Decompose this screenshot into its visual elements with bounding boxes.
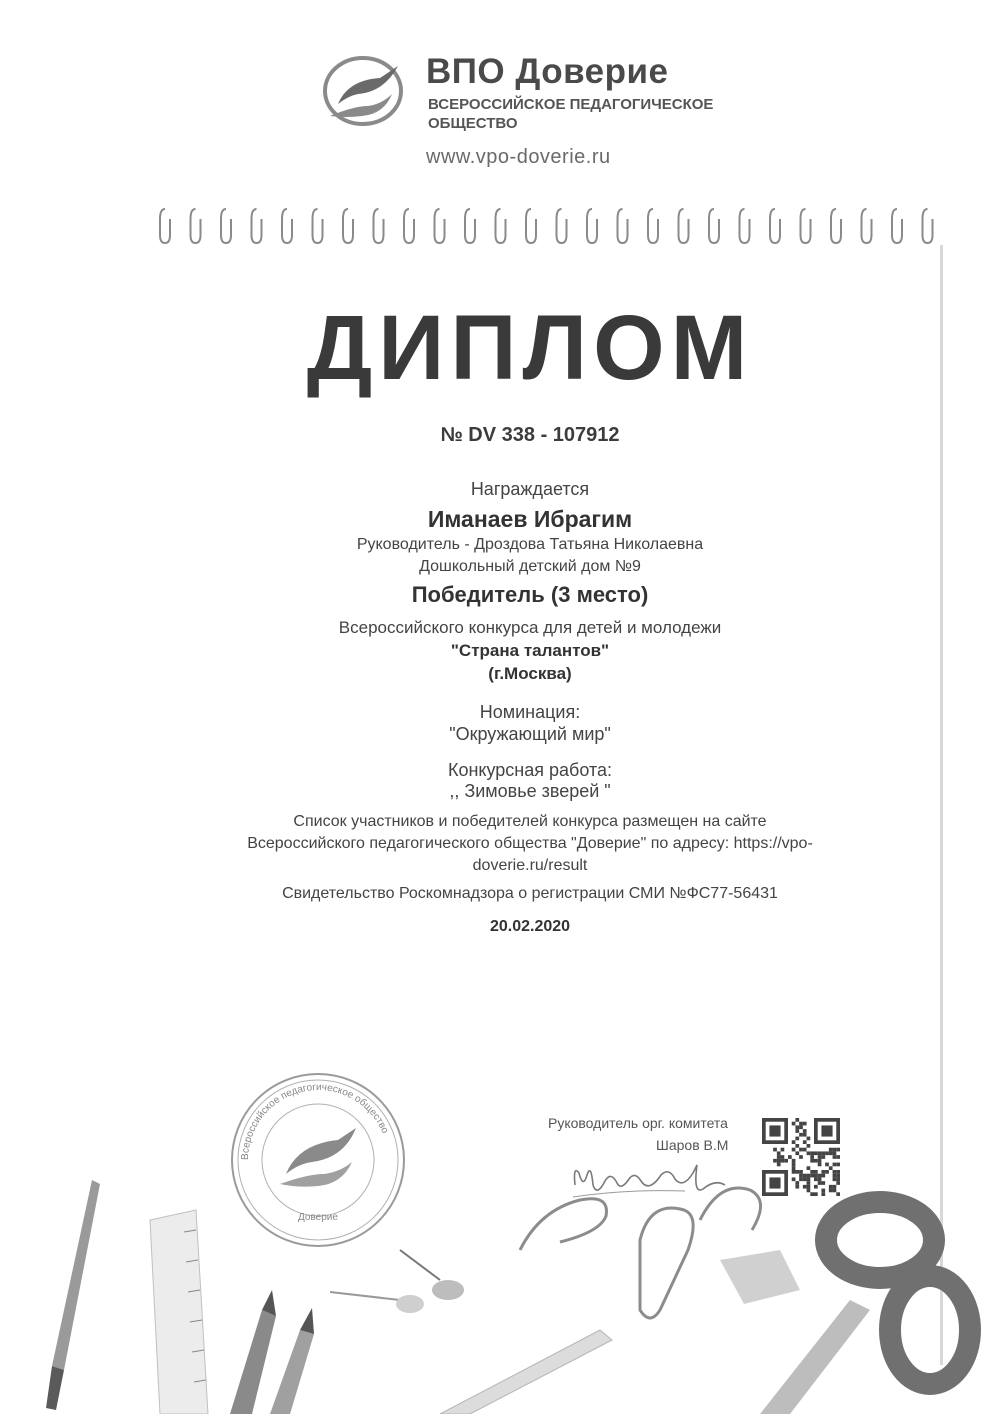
place: Победитель (3 место) xyxy=(411,582,649,607)
stamp-outer-text: Всероссийское педагогическое общество xyxy=(239,1081,391,1161)
contest-description: Всероссийского конкурса для детей и молодежи xyxy=(338,618,722,637)
push-pin-icon xyxy=(330,1250,464,1313)
binding-ring xyxy=(374,209,384,243)
scissors-icon xyxy=(826,1202,970,1384)
binding-ring xyxy=(587,209,597,243)
binding-ring xyxy=(801,209,811,243)
header xyxy=(0,0,1000,200)
eraser-icon xyxy=(720,1250,800,1304)
binding-ring xyxy=(404,209,414,243)
pen-icon xyxy=(46,1180,100,1410)
binding-ring xyxy=(923,209,933,243)
website-url: www.vpo-doverie.ru xyxy=(426,146,611,168)
stationery-illustration xyxy=(0,1180,1000,1414)
binding-ring xyxy=(892,209,902,243)
binding-ring xyxy=(252,209,262,243)
binding-ring xyxy=(557,209,567,243)
binding-ring xyxy=(496,209,506,243)
binding-rings xyxy=(155,205,935,249)
pencils-icon xyxy=(230,1290,314,1414)
brand-subtitle-line: ОБЩЕСТВО xyxy=(428,115,518,132)
brand-subtitle-line: ВСЕРОССИЙСКОЕ ПЕДАГОГИЧЕСКОЕ xyxy=(428,96,714,113)
institution: Дошкольный детский дом №9 xyxy=(419,558,641,575)
binding-ring xyxy=(282,209,292,243)
binding-ring xyxy=(313,209,323,243)
paper-clips-icon xyxy=(520,1188,761,1318)
binding-ring xyxy=(343,209,353,243)
brand-title: ВПО Доверие xyxy=(426,52,669,91)
binding-ring xyxy=(191,209,201,243)
contest-city: (г.Москва) xyxy=(488,664,572,683)
binding-ring xyxy=(862,209,872,243)
diploma-date: 20.02.2020 xyxy=(489,918,571,935)
brand-subtitle xyxy=(428,95,768,133)
ruler-icon xyxy=(150,1210,208,1414)
work-label: Конкурсная работа: xyxy=(447,760,613,780)
work-title: ,, Зимовье зверей " xyxy=(449,781,611,801)
contest-name: "Страна талантов" xyxy=(450,641,610,660)
list-info-line: Список участников и победителей конкурса размещен на сайте xyxy=(293,813,767,830)
binding-ring xyxy=(160,209,170,243)
nomination: "Окружающий мир" xyxy=(449,724,611,744)
binding-ring xyxy=(740,209,750,243)
awarded-label: Награждается xyxy=(470,479,590,499)
signature-name: Шаров В.М xyxy=(656,1137,729,1153)
binding-ring xyxy=(465,209,475,243)
binding-ring xyxy=(221,209,231,243)
list-info-line: doverie.ru/result xyxy=(472,857,588,874)
diploma-number: № DV 338 - 107912 xyxy=(440,424,620,446)
list-info-line: Всероссийского педагогического общества "Доверие" по адресу: https://vpo- xyxy=(247,835,813,852)
binding-ring xyxy=(648,209,658,243)
signature-label: Руководитель орг. комитета xyxy=(548,1115,728,1131)
binding-ring xyxy=(831,209,841,243)
nomination-label: Номинация: xyxy=(479,702,581,722)
binding-ring xyxy=(526,209,536,243)
marker-icon xyxy=(440,1330,612,1414)
swirl-logo-icon xyxy=(318,52,408,130)
diploma-title: ДИПЛОМ xyxy=(306,297,754,399)
recipient-name: Иманаев Ибрагим xyxy=(427,506,633,532)
binding-ring xyxy=(709,209,719,243)
supervisor: Руководитель - Дроздова Татьяна Николаевна xyxy=(356,536,704,553)
registration-info: Свидетельство Роскомнадзора о регистрации СМИ №ФС77-56431 xyxy=(282,885,778,902)
binding-ring xyxy=(679,209,689,243)
binding-ring xyxy=(770,209,780,243)
stamp-inner-text: Доверие xyxy=(298,1212,338,1223)
binding-ring xyxy=(618,209,628,243)
binding-ring xyxy=(435,209,445,243)
